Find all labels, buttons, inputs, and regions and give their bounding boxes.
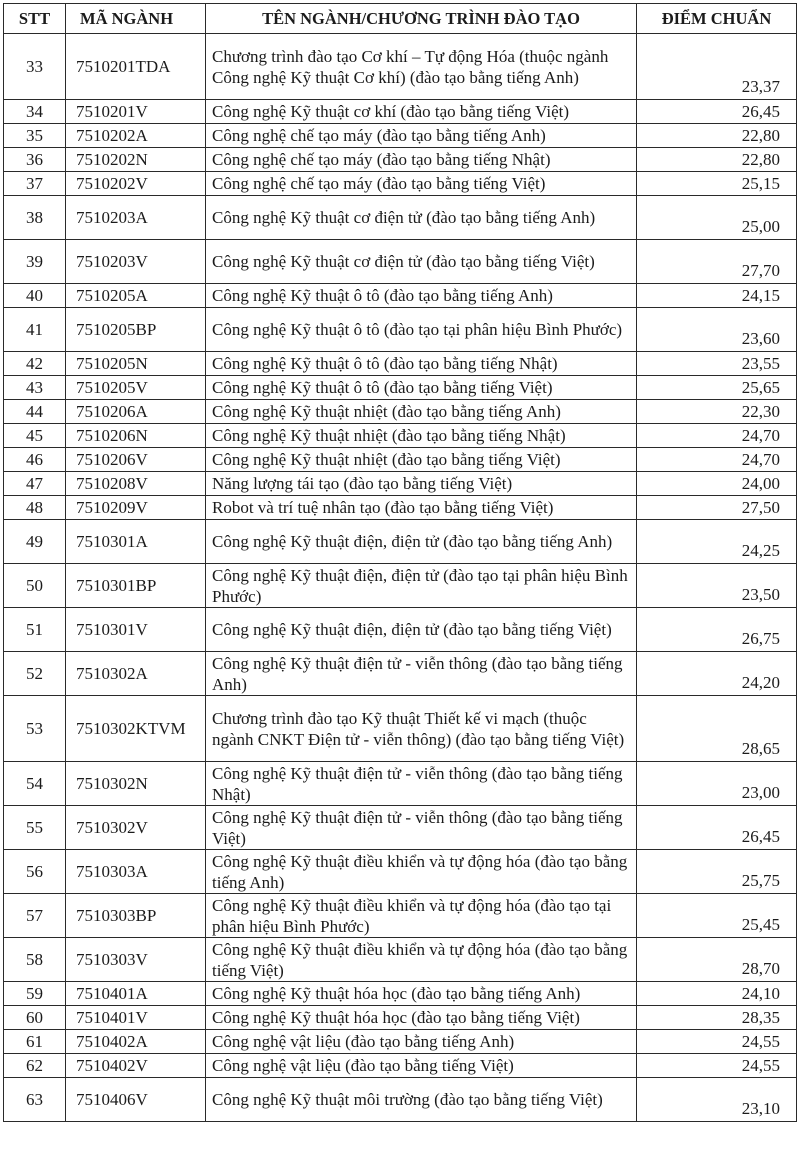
row-name: Công nghệ Kỹ thuật điện, điện tử (đào tạo tại phân hiệu Bình Phước) <box>206 564 637 608</box>
row-stt: 47 <box>4 472 66 496</box>
row-score: 23,50 <box>637 564 797 608</box>
table-row <box>4 100 797 124</box>
row-score: 25,45 <box>637 894 797 938</box>
header-code: MÃ NGÀNH <box>66 4 206 34</box>
header-name: TÊN NGÀNH/CHƯƠNG TRÌNH ĐÀO TẠO <box>206 4 637 34</box>
row-name: Công nghệ vật liệu (đào tạo bằng tiếng Việt) <box>206 1054 637 1078</box>
row-name: Chương trình đào tạo Kỹ thuật Thiết kế vi mạch (thuộc ngành CNKT Điện tử - viễn thông) (đào tạo bằng tiếng Việt) <box>206 696 637 762</box>
header-stt: STT <box>4 4 66 34</box>
table-row <box>4 308 797 352</box>
table-row <box>4 1078 797 1122</box>
row-score: 23,10 <box>637 1078 797 1122</box>
row-stt: 55 <box>4 806 66 850</box>
table-row <box>4 850 797 894</box>
row-stt: 58 <box>4 938 66 982</box>
row-stt: 54 <box>4 762 66 806</box>
row-code: 7510203A <box>66 196 206 240</box>
row-code: 7510205A <box>66 284 206 308</box>
row-name: Năng lượng tái tạo (đào tạo bằng tiếng Việt) <box>206 472 637 496</box>
table-row <box>4 762 797 806</box>
row-code: 7510205V <box>66 376 206 400</box>
row-stt: 34 <box>4 100 66 124</box>
table-row <box>4 938 797 982</box>
table-row <box>4 1054 797 1078</box>
row-code: 7510302V <box>66 806 206 850</box>
row-score: 22,80 <box>637 148 797 172</box>
table-row <box>4 148 797 172</box>
table-row <box>4 652 797 696</box>
row-code: 7510209V <box>66 496 206 520</box>
row-stt: 44 <box>4 400 66 424</box>
table-row <box>4 172 797 196</box>
row-code: 7510203V <box>66 240 206 284</box>
row-score: 24,20 <box>637 652 797 696</box>
row-name: Công nghệ chế tạo máy (đào tạo bằng tiếng Nhật) <box>206 148 637 172</box>
row-stt: 41 <box>4 308 66 352</box>
row-name: Công nghệ Kỹ thuật nhiệt (đào tạo bằng tiếng Nhật) <box>206 424 637 448</box>
row-stt: 36 <box>4 148 66 172</box>
row-stt: 50 <box>4 564 66 608</box>
header-row <box>4 4 797 34</box>
admission-scores-table <box>3 3 797 1122</box>
row-name: Công nghệ Kỹ thuật môi trường (đào tạo bằng tiếng Việt) <box>206 1078 637 1122</box>
row-score: 22,30 <box>637 400 797 424</box>
row-code: 7510206V <box>66 448 206 472</box>
row-score: 25,75 <box>637 850 797 894</box>
table-row <box>4 1006 797 1030</box>
table-row <box>4 376 797 400</box>
row-code: 7510302KTVM <box>66 696 206 762</box>
row-score: 23,00 <box>637 762 797 806</box>
row-score: 26,45 <box>637 806 797 850</box>
header-score: ĐIỂM CHUẨN <box>637 4 797 34</box>
row-score: 28,65 <box>637 696 797 762</box>
row-name: Công nghệ Kỹ thuật ô tô (đào tạo bằng tiếng Anh) <box>206 284 637 308</box>
row-name: Công nghệ Kỹ thuật ô tô (đào tạo bằng tiếng Việt) <box>206 376 637 400</box>
row-score: 23,37 <box>637 34 797 100</box>
table-row <box>4 1030 797 1054</box>
row-stt: 49 <box>4 520 66 564</box>
row-score: 23,60 <box>637 308 797 352</box>
row-code: 7510301A <box>66 520 206 564</box>
row-score: 24,10 <box>637 982 797 1006</box>
row-code: 7510201TDA <box>66 34 206 100</box>
row-code: 7510406V <box>66 1078 206 1122</box>
row-score: 27,50 <box>637 496 797 520</box>
row-score: 23,55 <box>637 352 797 376</box>
row-score: 25,15 <box>637 172 797 196</box>
row-name: Chương trình đào tạo Cơ khí – Tự động Hóa (thuộc ngành Công nghệ Kỹ thuật Cơ khí) (đào tạo bằng tiếng Anh) <box>206 34 637 100</box>
table-row <box>4 806 797 850</box>
row-score: 24,00 <box>637 472 797 496</box>
row-name: Công nghệ chế tạo máy (đào tạo bằng tiếng Việt) <box>206 172 637 196</box>
row-code: 7510202N <box>66 148 206 172</box>
row-stt: 40 <box>4 284 66 308</box>
row-code: 7510202V <box>66 172 206 196</box>
row-stt: 59 <box>4 982 66 1006</box>
row-stt: 51 <box>4 608 66 652</box>
row-code: 7510208V <box>66 472 206 496</box>
row-score: 22,80 <box>637 124 797 148</box>
row-name: Công nghệ Kỹ thuật điện, điện tử (đào tạo bằng tiếng Việt) <box>206 608 637 652</box>
table-row <box>4 520 797 564</box>
table-header <box>4 4 797 34</box>
row-name: Công nghệ Kỹ thuật điện, điện tử (đào tạo bằng tiếng Anh) <box>206 520 637 564</box>
row-code: 7510401A <box>66 982 206 1006</box>
row-stt: 61 <box>4 1030 66 1054</box>
row-code: 7510201V <box>66 100 206 124</box>
row-stt: 45 <box>4 424 66 448</box>
table-row <box>4 400 797 424</box>
row-code: 7510205BP <box>66 308 206 352</box>
table-row <box>4 196 797 240</box>
row-score: 28,70 <box>637 938 797 982</box>
row-score: 24,25 <box>637 520 797 564</box>
row-name: Công nghệ Kỹ thuật cơ điện tử (đào tạo bằng tiếng Việt) <box>206 240 637 284</box>
table-row <box>4 894 797 938</box>
table-row <box>4 564 797 608</box>
table-row <box>4 472 797 496</box>
row-score: 25,65 <box>637 376 797 400</box>
row-name: Công nghệ chế tạo máy (đào tạo bằng tiếng Anh) <box>206 124 637 148</box>
row-name: Công nghệ Kỹ thuật nhiệt (đào tạo bằng tiếng Anh) <box>206 400 637 424</box>
row-name: Công nghệ Kỹ thuật điện tử - viễn thông (đào tạo bằng tiếng Anh) <box>206 652 637 696</box>
row-score: 26,45 <box>637 100 797 124</box>
row-stt: 63 <box>4 1078 66 1122</box>
row-stt: 42 <box>4 352 66 376</box>
row-name: Công nghệ Kỹ thuật hóa học (đào tạo bằng tiếng Anh) <box>206 982 637 1006</box>
table-row <box>4 696 797 762</box>
row-code: 7510202A <box>66 124 206 148</box>
row-code: 7510303V <box>66 938 206 982</box>
row-name: Công nghệ Kỹ thuật hóa học (đào tạo bằng tiếng Việt) <box>206 1006 637 1030</box>
row-stt: 33 <box>4 34 66 100</box>
table-row <box>4 496 797 520</box>
row-name: Công nghệ Kỹ thuật cơ khí (đào tạo bằng tiếng Việt) <box>206 100 637 124</box>
table-row <box>4 982 797 1006</box>
row-code: 7510206N <box>66 424 206 448</box>
row-score: 24,55 <box>637 1030 797 1054</box>
row-code: 7510301V <box>66 608 206 652</box>
table-row <box>4 284 797 308</box>
row-name: Công nghệ Kỹ thuật ô tô (đào tạo bằng tiếng Nhật) <box>206 352 637 376</box>
row-name: Công nghệ Kỹ thuật điện tử - viễn thông (đào tạo bằng tiếng Việt) <box>206 806 637 850</box>
table-row <box>4 352 797 376</box>
row-stt: 37 <box>4 172 66 196</box>
row-stt: 57 <box>4 894 66 938</box>
row-name: Công nghệ Kỹ thuật điện tử - viễn thông (đào tạo bằng tiếng Nhật) <box>206 762 637 806</box>
row-stt: 48 <box>4 496 66 520</box>
row-stt: 62 <box>4 1054 66 1078</box>
row-stt: 39 <box>4 240 66 284</box>
row-code: 7510303A <box>66 850 206 894</box>
row-stt: 56 <box>4 850 66 894</box>
row-code: 7510205N <box>66 352 206 376</box>
row-stt: 60 <box>4 1006 66 1030</box>
row-score: 28,35 <box>637 1006 797 1030</box>
table-row <box>4 424 797 448</box>
row-stt: 38 <box>4 196 66 240</box>
row-score: 24,55 <box>637 1054 797 1078</box>
row-name: Công nghệ Kỹ thuật cơ điện tử (đào tạo bằng tiếng Anh) <box>206 196 637 240</box>
row-stt: 43 <box>4 376 66 400</box>
row-name: Công nghệ vật liệu (đào tạo bằng tiếng Anh) <box>206 1030 637 1054</box>
table-row <box>4 34 797 100</box>
row-name: Robot và trí tuệ nhân tạo (đào tạo bằng tiếng Việt) <box>206 496 637 520</box>
row-code: 7510301BP <box>66 564 206 608</box>
table-body <box>4 34 797 1122</box>
row-name: Công nghệ Kỹ thuật điều khiển và tự động hóa (đào tạo bằng tiếng Anh) <box>206 850 637 894</box>
row-stt: 35 <box>4 124 66 148</box>
row-code: 7510401V <box>66 1006 206 1030</box>
table-row <box>4 608 797 652</box>
row-stt: 53 <box>4 696 66 762</box>
row-score: 24,15 <box>637 284 797 308</box>
row-name: Công nghệ Kỹ thuật điều khiển và tự động hóa (đào tạo bằng tiếng Việt) <box>206 938 637 982</box>
row-name: Công nghệ Kỹ thuật nhiệt (đào tạo bằng tiếng Việt) <box>206 448 637 472</box>
row-score: 25,00 <box>637 196 797 240</box>
row-score: 24,70 <box>637 424 797 448</box>
row-code: 7510302N <box>66 762 206 806</box>
row-code: 7510402A <box>66 1030 206 1054</box>
row-code: 7510402V <box>66 1054 206 1078</box>
row-code: 7510206A <box>66 400 206 424</box>
table-row <box>4 124 797 148</box>
row-code: 7510303BP <box>66 894 206 938</box>
row-name: Công nghệ Kỹ thuật điều khiển và tự động hóa (đào tạo tại phân hiệu Bình Phước) <box>206 894 637 938</box>
row-stt: 52 <box>4 652 66 696</box>
row-code: 7510302A <box>66 652 206 696</box>
table-row <box>4 448 797 472</box>
table-row <box>4 240 797 284</box>
row-score: 27,70 <box>637 240 797 284</box>
row-score: 26,75 <box>637 608 797 652</box>
row-name: Công nghệ Kỹ thuật ô tô (đào tạo tại phân hiệu Bình Phước) <box>206 308 637 352</box>
row-score: 24,70 <box>637 448 797 472</box>
row-stt: 46 <box>4 448 66 472</box>
